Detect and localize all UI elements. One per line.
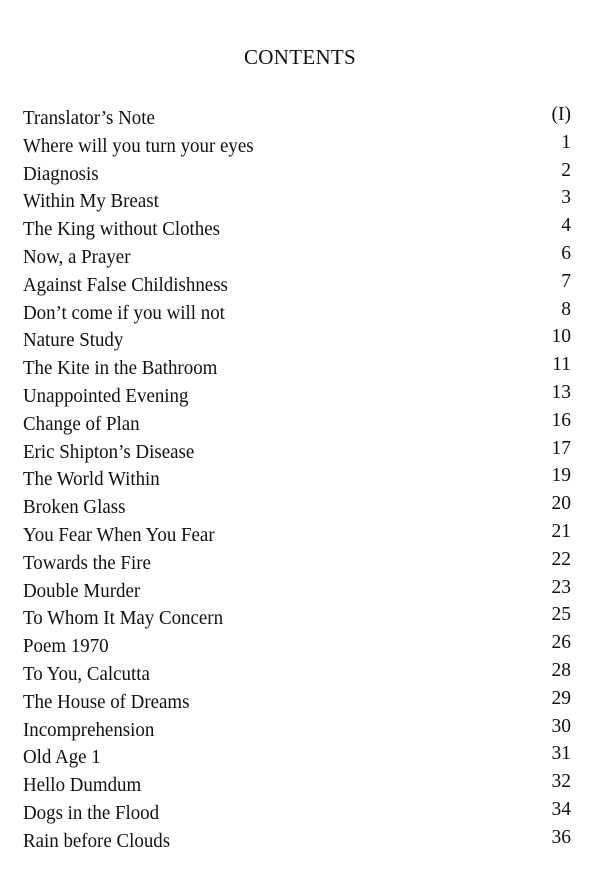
toc-entry <box>23 550 571 578</box>
toc-entry-page-number: 7 <box>561 270 571 292</box>
toc-entry <box>23 772 571 800</box>
toc-entry-title: The World Within <box>23 469 160 491</box>
toc-entry-page-number: 6 <box>561 242 571 264</box>
toc-entry-title: The Kite in the Bathroom <box>23 358 218 380</box>
toc-entry <box>23 244 571 272</box>
toc-entry-title: To Whom It May Concern <box>23 608 224 630</box>
toc-entry-page-number: (I) <box>551 104 571 125</box>
toc-entry-title: Eric Shipton’s Disease <box>23 441 195 463</box>
toc-entry-title: Rain before Clouds <box>23 830 171 852</box>
toc-entry-page-number: 31 <box>551 743 571 765</box>
toc-entry-title: Don’t come if you will not <box>23 302 225 324</box>
toc-entry <box>23 188 571 216</box>
toc-entry <box>23 133 571 161</box>
toc-entry-title: The House of Dreams <box>23 691 190 713</box>
toc-entry-page-number: 3 <box>561 187 571 209</box>
toc-entry <box>23 522 571 550</box>
toc-entry-page-number: 20 <box>551 493 571 515</box>
toc-entry-page-number: 8 <box>561 298 571 320</box>
toc-entry-page-number: 30 <box>551 715 571 737</box>
toc-entry <box>23 216 571 244</box>
toc-entry-page-number: 21 <box>551 520 571 542</box>
toc-entry-title: Broken Glass <box>23 497 126 519</box>
toc-entry <box>23 494 571 522</box>
toc-entry <box>23 633 571 661</box>
toc-entry-title: Dogs in the Flood <box>23 802 160 824</box>
toc-entry <box>23 466 571 494</box>
toc-entry <box>23 272 571 300</box>
toc-entry-title: Against False Childishness <box>23 274 228 296</box>
toc-entry-title: Where will you turn your eyes <box>23 135 254 157</box>
toc-entry-page-number: 4 <box>561 215 571 237</box>
toc-entry <box>23 105 571 133</box>
toc-entry-title: Hello Dumdum <box>23 775 142 797</box>
toc-entry <box>23 300 571 328</box>
toc-entry-title: Within My Breast <box>23 191 159 213</box>
toc-entry-title: Now, a Prayer <box>23 246 131 268</box>
toc-entry-page-number: 1 <box>561 131 571 153</box>
toc-entry-page-number: 2 <box>561 159 571 181</box>
toc-entry <box>23 744 571 772</box>
toc-entry-page-number: 22 <box>551 548 571 570</box>
toc-entry <box>23 383 571 411</box>
toc-entry <box>23 411 571 439</box>
toc-entry-title: Old Age 1 <box>23 747 101 769</box>
toc-entry-title: Towards the Fire <box>23 552 151 574</box>
toc-entry <box>23 355 571 383</box>
toc-entry-page-number: 26 <box>551 632 571 654</box>
toc-entry <box>23 828 571 856</box>
toc-entry <box>23 689 571 717</box>
toc-entry-title: Change of Plan <box>23 413 140 435</box>
toc-entry-title: The King without Clothes <box>23 219 221 241</box>
toc-entry-page-number: 19 <box>551 465 571 487</box>
toc-entry-title: Diagnosis <box>23 163 99 185</box>
toc-entry-title: You Fear When You Fear <box>23 524 215 546</box>
toc-entry <box>23 717 571 745</box>
toc-entry-title: Poem 1970 <box>23 636 109 658</box>
toc-entry-title: Translator’s Note <box>23 108 155 129</box>
toc-entry-title: Nature Study <box>23 330 124 352</box>
table-of-contents <box>23 105 571 856</box>
toc-entry <box>23 605 571 633</box>
toc-entry-page-number: 13 <box>551 381 571 403</box>
toc-entry-title: Double Murder <box>23 580 141 602</box>
toc-entry-page-number: 16 <box>551 409 571 431</box>
toc-entry-title: To You, Calcutta <box>23 663 150 685</box>
page-title: CONTENTS <box>243 45 357 69</box>
toc-entry-page-number: 17 <box>551 437 571 459</box>
toc-entry-page-number: 28 <box>551 659 571 681</box>
toc-entry <box>23 800 571 828</box>
toc-entry <box>23 578 571 606</box>
toc-entry-page-number: 10 <box>551 326 571 348</box>
toc-entry <box>23 439 571 467</box>
toc-entry-page-number: 32 <box>551 771 571 793</box>
toc-entry-title: Incomprehension <box>23 719 155 741</box>
toc-entry <box>23 161 571 189</box>
toc-entry <box>23 327 571 355</box>
toc-entry-page-number: 34 <box>551 798 571 820</box>
toc-entry-page-number: 29 <box>551 687 571 709</box>
toc-entry <box>23 661 571 689</box>
toc-entry-page-number: 25 <box>551 604 571 626</box>
toc-entry-page-number: 11 <box>552 354 571 376</box>
toc-entry-page-number: 23 <box>551 576 571 598</box>
toc-entry-title: Unappointed Evening <box>23 385 189 407</box>
toc-entry-page-number: 36 <box>551 826 571 848</box>
